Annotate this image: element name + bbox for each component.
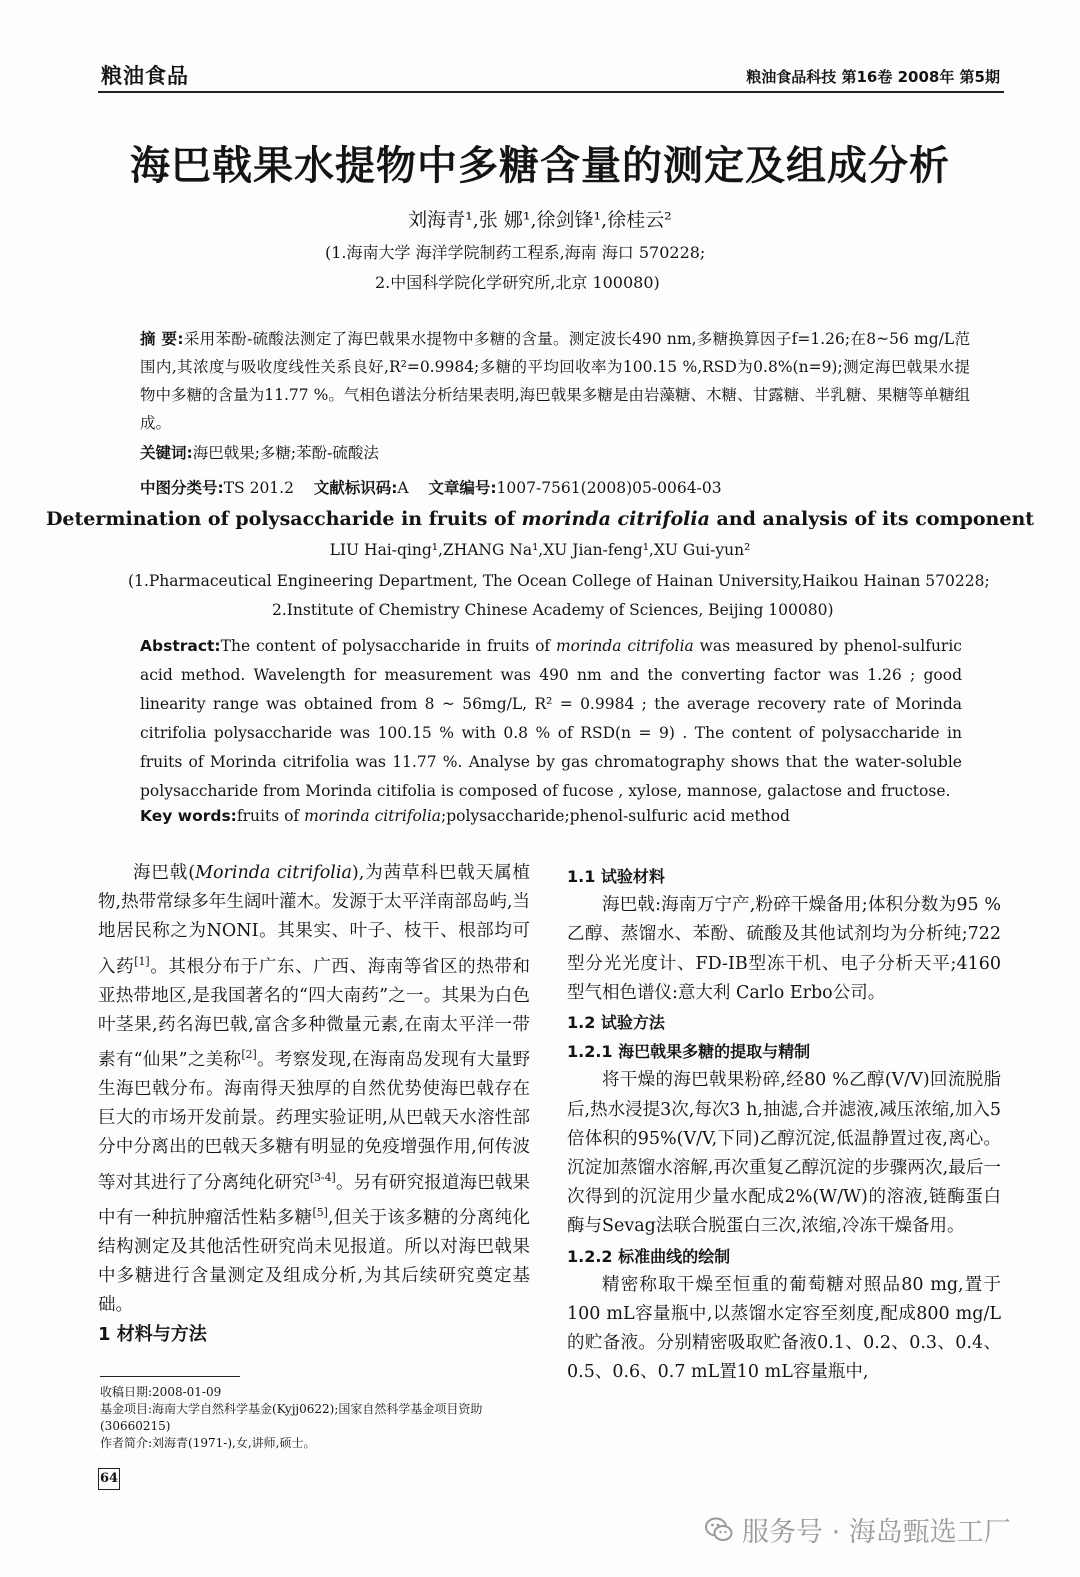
footnote-author: 作者简介:刘海青(1971-),女,讲师,硕士。 — [100, 1436, 316, 1450]
keywords-cn — [140, 441, 379, 463]
intro-text: ,但关于该多糖的分离纯化结构测定及其他活性研究尚未见报道。所以对海巴戟果中多糖进行含量测定及组成分析,为其后续研究奠定基础。 — [98, 1207, 531, 1316]
affiliation-en-line1: (1.Pharmaceutical Engineering Department, The Ocean College of Hainan University,Haikou Hainan 570228; — [128, 572, 990, 590]
intro-text: 。另有研究报道海巴戟果中有一种抗肿瘤活性粘多糖 — [98, 1172, 531, 1228]
intro-paragraph — [98, 859, 530, 1320]
paper-title-cn: 海巴戟果水提物中多糖含量的测定及组成分析 — [130, 142, 950, 189]
watermark-text: 服务号 · 海岛甄选工厂 — [742, 1517, 1011, 1548]
authors-en: LIU Hai-qing¹,ZHANG Na¹,XU Jian-feng¹,XU Gui-yun² — [329, 541, 751, 559]
abstract-en-text1: The content of polysaccharide in fruits of — [220, 637, 556, 655]
page-number: 64 — [98, 1468, 120, 1490]
journal-section-label: 粮油食品 — [101, 64, 189, 88]
footnote-received: 收稿日期:2008-01-09 — [100, 1385, 222, 1399]
abstract-en-label: Abstract: — [140, 637, 221, 655]
standard-curve-paragraph: 精密称取干燥至恒重的葡萄糖对照品80 mg,置于100 mL容量瓶中,以蒸馏水定容至刻度,配成800 mg/L的贮备液。分别精密吸取贮备液0.1、0.2、0.3、0.4、0.5、0.6、0.7 mL置10 mL容量瓶中, — [567, 1274, 1001, 1383]
article-no-label: 文章编号: — [428, 479, 497, 497]
keywords-en-text2: ;polysaccharide;phenol-sulfuric acid method — [441, 807, 790, 825]
abstract-en-species: morinda citrifolia — [555, 637, 694, 655]
citation-ref: [3-4] — [309, 1170, 336, 1184]
body-right-column — [567, 862, 1001, 1388]
wechat-icon — [704, 1515, 734, 1545]
abstract-cn — [140, 325, 970, 437]
keywords-en-species: morinda citrifolia — [304, 807, 442, 825]
doc-code-value: A — [397, 479, 409, 497]
clc-value: TS 201.2 — [223, 479, 294, 497]
body-left-column — [98, 859, 530, 1350]
title-en-part1: Determination of polysaccharide in fruits of — [45, 508, 522, 530]
citation-ref: [1] — [134, 954, 150, 968]
extraction-paragraph: 将干燥的海巴戟果粉碎,经80 %乙醇(V/V)回流脱脂后,热水浸提3次,每次3 h,抽滤,合并滤液,减压浓缩,加入5倍体积的95%(V/V,下同)乙醇沉淀,低温静置过夜,离心。沉淀加蒸馏水溶解,再次重复乙醇沉淀的步骤两次,最后一次得到的沉淀用少量水配成2%(W/W)的溶液,链酶蛋白酶与Sevag法联合脱蛋白三次,浓缩,冷冻干燥备用。 — [567, 1070, 1001, 1237]
abstract-en-text2: was measured by phenol-sulfuric acid method. Wavelength for measurement was 490 nm and the converting factor was 1.26 ; good linearity range was obtained from 8 ~ 56mg/L, R² = 0.9984 ; the average recovery rate of Morinda citrifolia polysaccharide was 100.15 % with 0.8 % of RSD(n = 9) . The content of polysaccharide in fruits of Morinda citrifolia was 11.77 %. Analyse by gas chromatography shows that the water-soluble polysaccharide from Morinda citifolia is composed of fucose , xylose, mannose, galactose and fructose. — [140, 637, 962, 800]
classification-line — [140, 476, 722, 498]
intro-species: Morinda citrifolia — [195, 863, 352, 883]
affiliation-cn-line2: 2.中国科学院化学研究所,北京 100080) — [375, 273, 660, 292]
footnote-fund: 基金项目:海南大学自然科学基金(Kyjj0622);国家自然科学基金项目资助(30660215) — [100, 1402, 483, 1433]
section-heading-1-2: 1.2 试验方法 — [567, 1013, 665, 1033]
doc-code-label: 文献标识码: — [313, 479, 398, 497]
footnote-rule — [100, 1376, 240, 1377]
section-heading-1-2-1: 1.2.1 海巴戟果多糖的提取与精制 — [567, 1042, 811, 1062]
header-rule — [98, 91, 1004, 93]
materials-paragraph: 海巴戟:海南万宁产,粉碎干燥备用;体积分数为95 %乙醇、蒸馏水、苯酚、硫酸及其他试剂均为分析纯;722型分光光度计、FD-IB型冻干机、电子分析天平;4160 型气相色谱仪:意大利 Carlo Erbo公司。 — [567, 895, 1001, 1003]
footnotes — [100, 1384, 535, 1452]
intro-text: 。考察发现,在海南岛发现有大量野生海巴戟分布。海南得天独厚的自然优势使海巴戟存在巨大的市场开发前景。药理实验证明,从巴戟天水溶性部分中分离出的巴戟天多糖有明显的免疫增强作用,何传波等对其进行了分离纯化研究 — [98, 1049, 531, 1193]
title-en-species: morinda citrifolia — [521, 508, 710, 530]
section-heading-1-2-2: 1.2.2 标准曲线的绘制 — [567, 1246, 731, 1266]
intro-text: 海巴戟( — [133, 863, 196, 883]
clc-label: 中图分类号: — [140, 479, 224, 497]
abstract-cn-text: 采用苯酚-硫酸法测定了海巴戟果水提物中多糖的含量。测定波长490 nm,多糖换算因子f=1.26;在8~56 mg/L范围内,其浓度与吸收度线性关系良好,R²=0.9984;多糖的平均回收率为100.15 %,RSD为0.8%(n=9);测定海巴戟果水提物中多糖的含量为11.77 %。气相色谱法分析结果表明,海巴戟果多糖是由岩藻糖、木糖、甘露糖、半乳糖、果糖等单糖组成。 — [140, 330, 970, 432]
article-no-value: 1007-7561(2008)05-0064-03 — [496, 479, 722, 497]
keywords-en-text1: fruits of — [236, 807, 305, 825]
intro-text: 。其根分布于广东、广西、海南等省区的热带和亚热带地区,是我国著名的“四大南药”之一。其果为白色叶茎果,药名海巴戟,富含多种微量元素,在南太平洋一带素有“仙果”之美称 — [98, 956, 531, 1070]
affiliation-cn-line1: (1.海南大学 海洋学院制药工程系,海南 海口 570228; — [325, 243, 706, 262]
section-heading-1: 1 材料与方法 — [98, 1324, 207, 1346]
keywords-cn-label: 关键词: — [140, 444, 193, 462]
keywords-en-label: Key words: — [140, 807, 237, 825]
paper-title-en — [40, 508, 1040, 530]
abstract-cn-label: 摘 要: — [140, 330, 184, 348]
journal-issue-info: 粮油食品科技 第16卷 2008年 第5期 — [746, 68, 1000, 86]
keywords-en — [140, 807, 790, 825]
citation-ref: [5] — [312, 1205, 328, 1219]
keywords-cn-text: 海巴戟果;多糖;苯酚-硫酸法 — [192, 444, 379, 462]
title-en-part2: and analysis of its component — [709, 508, 1035, 530]
authors-cn: 刘海青¹,张 娜¹,徐剑锋¹,徐桂云² — [408, 209, 672, 231]
section-heading-1-1: 1.1 试验材料 — [567, 867, 665, 886]
affiliation-en-line2: 2.Institute of Chemistry Chinese Academy of Sciences, Beijing 100080) — [272, 601, 834, 619]
watermark — [704, 1510, 1011, 1549]
citation-ref: [2] — [241, 1048, 257, 1062]
abstract-en — [140, 632, 962, 806]
intro-text: ),为茜草科巴戟天属植物,热带常绿多年生阔叶灌木。发源于太平洋南部岛屿,当地居民称之为NONI。其果实、叶子、枝干、根部均可入药 — [98, 863, 531, 977]
